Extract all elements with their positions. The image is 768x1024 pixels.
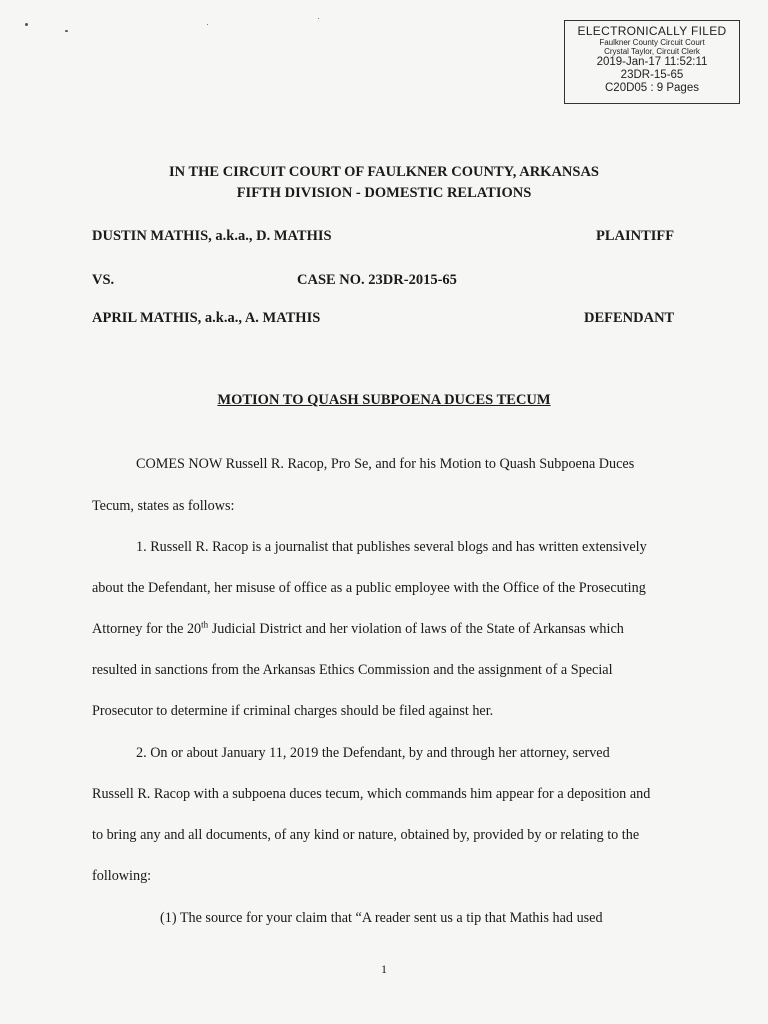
scan-speck xyxy=(65,30,68,32)
list-item-line: (1) The source for your claim that “A reader sent us a tip that Mathis had used xyxy=(160,910,603,926)
versus-label: VS. xyxy=(92,272,115,288)
stamp-document-code: C20D05 : 9 Pages xyxy=(605,82,699,94)
plaintiff-role: PLAINTIFF xyxy=(596,228,675,244)
paragraph-1-line: 1. Russell R. Racop is a journalist that publishes several blogs and has written extensively xyxy=(136,539,647,555)
body-line: COMES NOW Russell R. Racop, Pro Se, and for his Motion to Quash Subpoena Duces xyxy=(136,456,635,472)
paragraph-1-line: about the Defendant, her misuse of office as a public employee with the Office of the Prosecuting xyxy=(92,580,646,596)
case-number: CASE NO. 23DR-2015-65 xyxy=(297,272,457,288)
scan-speck xyxy=(318,18,319,19)
paragraph-2-line: to bring any and all documents, of any kind or nature, obtained by, provided by or relating to the xyxy=(92,827,640,843)
defendant-name: APRIL MATHIS, a.k.a., A. MATHIS xyxy=(92,310,321,326)
body-line: Tecum, states as follows: xyxy=(92,498,235,514)
paragraph-1-text: Judicial District and her violation of laws of the State of Arkansas which xyxy=(208,621,624,637)
court-heading: IN THE CIRCUIT COURT OF FAULKNER COUNTY, ARKANSAS xyxy=(168,164,599,180)
plaintiff-name: DUSTIN MATHIS, a.k.a., D. MATHIS xyxy=(92,228,332,244)
stamp-datetime: 2019-Jan-17 11:52:11 xyxy=(596,56,708,68)
scan-speck xyxy=(207,24,208,25)
division-heading: FIFTH DIVISION - DOMESTIC RELATIONS xyxy=(236,185,532,201)
stamp-court: Faulkner County Circuit Court xyxy=(599,38,705,47)
stamp-title: ELECTRONICALLY FILED xyxy=(577,24,727,38)
page-number: 1 xyxy=(381,962,387,976)
paragraph-1-text: Attorney for the 20 xyxy=(92,621,202,637)
electronic-filing-stamp xyxy=(564,20,740,104)
defendant-role: DEFENDANT xyxy=(584,310,675,326)
paragraph-1-line: resulted in sanctions from the Arkansas Ethics Commission and the assignment of a Special xyxy=(92,662,613,678)
paragraph-1-line: Prosecutor to determine if criminal charges should be filed against her. xyxy=(92,703,494,719)
motion-title-text: MOTION TO QUASH SUBPOENA DUCES TECUM xyxy=(217,392,551,408)
stamp-clerk: Crystal Taylor, Circuit Clerk xyxy=(604,47,700,56)
paragraph-2-line: following: xyxy=(92,868,152,884)
paragraph-2-line: 2. On or about January 11, 2019 the Defendant, by and through her attorney, served xyxy=(136,745,610,761)
scan-speck xyxy=(25,23,28,26)
ordinal-suffix: th xyxy=(201,619,209,630)
paragraph-2-line: Russell R. Racop with a subpoena duces tecum, which commands him appear for a deposition and xyxy=(92,786,651,802)
stamp-case-number: 23DR-15-65 xyxy=(620,69,684,81)
paragraph-1-line xyxy=(92,621,624,638)
motion-title xyxy=(0,392,768,409)
